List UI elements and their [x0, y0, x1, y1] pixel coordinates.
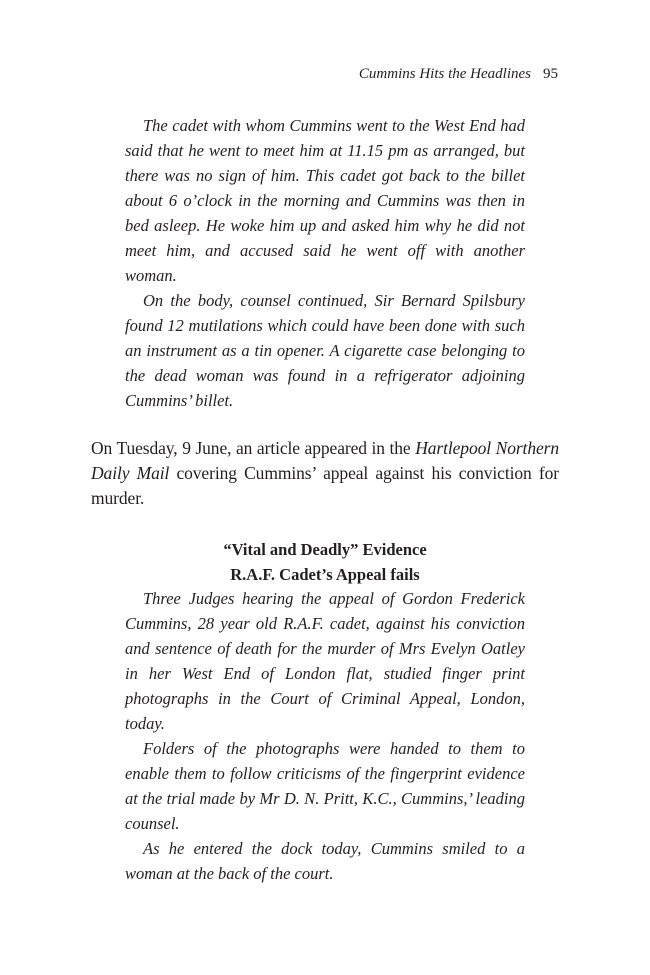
page-number: 95: [543, 66, 558, 82]
article-subheadline: R.A.F. Cadet’s Appeal fails: [230, 565, 420, 584]
quote-paragraph: The cadet with whom Cummins went to the West End had said that he went to meet him at 11.15 pm as arranged, but there was no sign of him. This cadet got back to the billet about 6 o’clock in the morning and Cummins was then in bed asleep. He woke him up and asked him why he did not meet him, and accused said he went off with another woman.: [125, 116, 525, 285]
quote-paragraph: On the body, counsel continued, Sir Bernard Spilsbury found 12 mutilations which could have been done with such an instrument as a tin opener. A cigarette case belonging to the dead woman was found in a refrigerator adjoining Cummins’ billet.: [125, 291, 525, 410]
article-headline: “Vital and Deadly” Evidence: [223, 540, 427, 559]
body-text-after: covering Cummins’ appeal against his conviction for murder.: [91, 463, 559, 508]
quoted-testimony: [125, 113, 525, 413]
running-head: [359, 64, 558, 84]
article-paragraph: Three Judges hearing the appeal of Gordon Frederick Cummins, 28 year old R.A.F. cadet, against his conviction and sentence of death for the murder of Mrs Evelyn Oatley in her West End of London flat, studied finger print photographs in the Court of Criminal Appeal, London, today.: [125, 589, 525, 733]
newspaper-name: Hartlepool Northern Daily Mail: [91, 438, 559, 483]
body-text-before: On Tuesday, 9 June, an article appeared in the: [91, 438, 416, 458]
body-paragraph: [91, 436, 559, 511]
newspaper-article: [125, 586, 525, 886]
running-title: Cummins Hits the Headlines: [358, 66, 531, 82]
article-paragraph: As he entered the dock today, Cummins smiled to a woman at the back of the court.: [125, 839, 525, 883]
article-paragraph: Folders of the photographs were handed to them to enable them to follow criticisms of the fingerprint evidence at the trial made by Mr D. N. Pritt, K.C., Cummins,’ leading counsel.: [125, 739, 525, 833]
